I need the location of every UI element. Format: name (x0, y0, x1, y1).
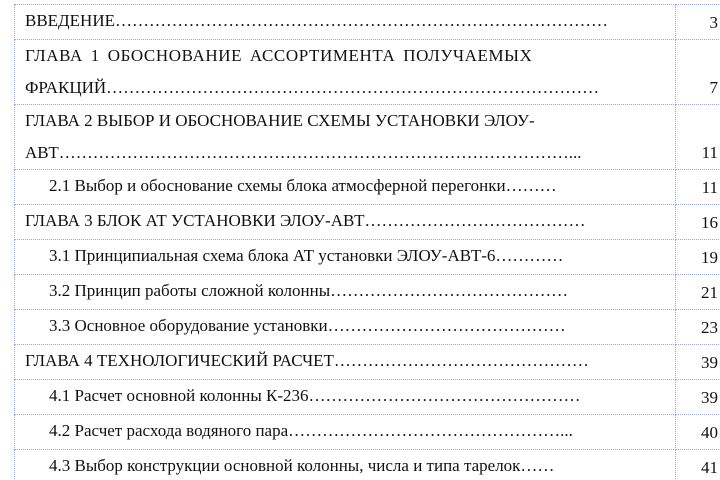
toc-page-number: 11 (676, 105, 720, 170)
toc-page-number: 21 (676, 275, 720, 310)
toc-page-number: 40 (676, 415, 720, 450)
toc-entry: 2.1 Выбор и обоснование схемы блока атмосферной перегонки……… (15, 170, 676, 205)
toc-row (15, 5, 720, 40)
toc-entry: ВВЕДЕНИЕ…………………………………………………………………………… (15, 5, 676, 40)
toc-entry-line: ГЛАВА 1 ОБОСНОВАНИЕ АССОРТИМЕНТА ПОЛУЧАЕМЫХ (25, 46, 533, 65)
toc-row (15, 415, 720, 450)
toc-row (15, 105, 720, 170)
toc-row (15, 450, 720, 480)
toc-row (15, 170, 720, 205)
toc-entry-line: ГЛАВА 2 ВЫБОР И ОБОСНОВАНИЕ СХЕМЫ УСТАНОВКИ ЭЛОУ- (25, 111, 535, 130)
toc-entry (15, 105, 676, 170)
toc-row (15, 275, 720, 310)
toc-page-number: 39 (676, 345, 720, 380)
toc-entry: 3.2 Принцип работы сложной колонны…………………………………… (15, 275, 676, 310)
toc-row (15, 310, 720, 345)
toc-page-number: 41 (676, 450, 720, 480)
toc-page-number: 19 (676, 240, 720, 275)
toc-entry: 3.1 Принципиальная схема блока АТ установки ЭЛОУ-АВТ-6………… (15, 240, 676, 275)
toc-row (15, 205, 720, 240)
toc-entry-line: АВТ………………………………………………………………………………... (25, 143, 582, 162)
toc-row (15, 240, 720, 275)
toc-entry: 4.3 Выбор конструкции основной колонны, числа и типа тарелок…… (15, 450, 676, 480)
toc-entry-line: ФРАКЦИЙ…………………………………………………………………………… (25, 78, 600, 97)
table-of-contents (14, 4, 720, 480)
toc-entry: 4.2 Расчет расхода водяного пара…………………………………………... (15, 415, 676, 450)
toc-page-number: 11 (676, 170, 720, 205)
toc-entry (15, 40, 676, 105)
toc-entry: 3.3 Основное оборудование установки…………………………………… (15, 310, 676, 345)
toc-page-number: 16 (676, 205, 720, 240)
toc-entry: 4.1 Расчет основной колонны К-236………………………………………… (15, 380, 676, 415)
toc-row (15, 40, 720, 105)
toc-page-number: 3 (676, 5, 720, 40)
toc-page-number: 23 (676, 310, 720, 345)
toc-row (15, 380, 720, 415)
toc-entry: ГЛАВА 3 БЛОК АТ УСТАНОВКИ ЭЛОУ-АВТ………………………………… (15, 205, 676, 240)
toc-entry: ГЛАВА 4 ТЕХНОЛОГИЧЕСКИЙ РАСЧЕТ……………………………………… (15, 345, 676, 380)
toc-page-number: 39 (676, 380, 720, 415)
toc-page-number: 7 (676, 40, 720, 105)
toc-row (15, 345, 720, 380)
